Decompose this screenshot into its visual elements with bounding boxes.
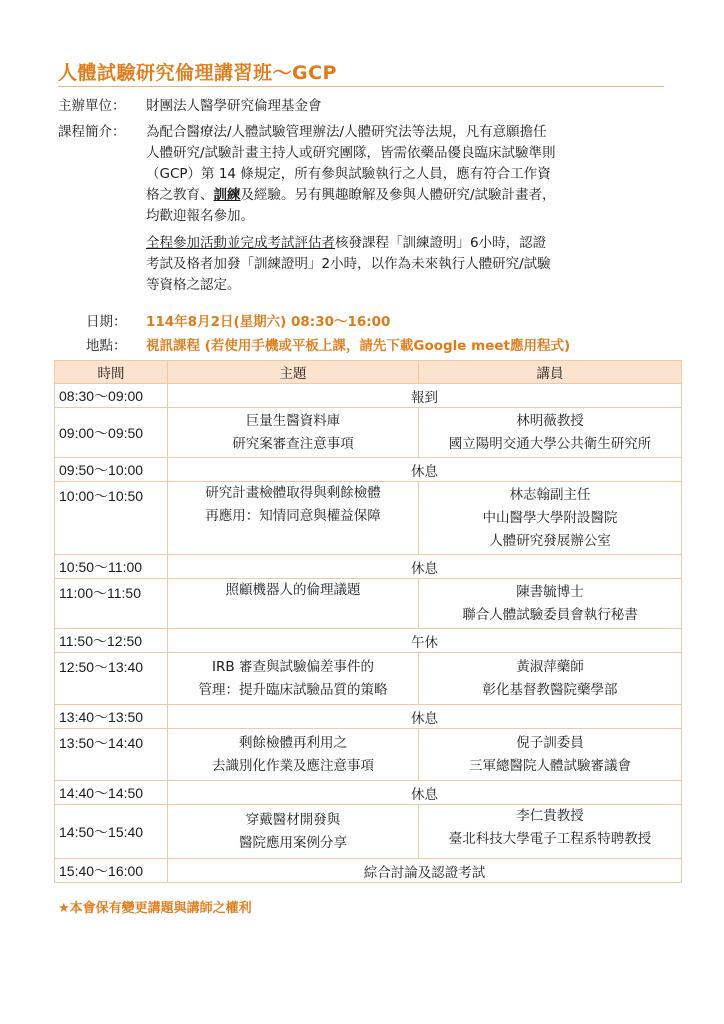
row-topic: 巨量生醫資料庫 研究案審查注意事項 <box>168 408 419 458</box>
schedule-table <box>54 360 682 883</box>
row-speaker: 林志翰副主任 中山醫學大學附設醫院 人體研究發展辦公室 <box>419 482 682 555</box>
table-row <box>55 629 682 653</box>
organizer-label: 主辦單位： <box>58 98 126 114</box>
table-row <box>55 482 682 555</box>
row-time: 15:40～16:00 <box>55 859 168 883</box>
table-row <box>55 729 682 781</box>
table-header-row <box>55 361 682 384</box>
row-topic: 穿戴醫材開發與 醫院應用案例分享 <box>168 805 419 859</box>
row-time: 13:50～14:40 <box>55 729 168 781</box>
table-row <box>55 653 682 705</box>
row-topic: 研究計畫檢體取得與剩餘檢體 再應用：知情同意與權益保障 <box>168 482 419 555</box>
training-emphasis: 訓練 <box>213 187 241 203</box>
row-time: 09:00～09:50 <box>55 408 168 458</box>
date-label: 日期： <box>86 314 127 330</box>
row-topic: 照顧機器人的倫理議題 <box>168 579 419 629</box>
row-time: 12:50～13:40 <box>55 653 168 705</box>
row-time: 11:50～12:50 <box>55 629 168 653</box>
date-value: 114年8月2日(星期六) 08:30～16:00 <box>146 314 391 330</box>
row-speaker: 黃淑萍藥師 彰化基督教醫院藥學部 <box>419 653 682 705</box>
location-label: 地點： <box>86 338 127 354</box>
row-time: 13:40～13:50 <box>55 705 168 729</box>
row-topic: IRB 審查與試驗偏差事件的 管理：提升臨床試驗品質的策略 <box>168 653 419 705</box>
header-topic: 主題 <box>168 361 419 384</box>
table-row <box>55 805 682 859</box>
row-time: 09:50～10:00 <box>55 458 168 482</box>
header-speaker: 講員 <box>419 361 682 384</box>
table-row <box>55 859 682 883</box>
intro-line: 均歡迎報名參加。 <box>146 208 254 224</box>
row-speaker: 李仁貴教授 臺北科技大學電子工程系特聘教授 <box>419 805 682 859</box>
row-activity: 休息 <box>168 781 682 805</box>
organizer-value: 財團法人醫學研究倫理基金會 <box>146 98 322 114</box>
intro-line: 格之教育、訓練及經驗。另有興趣瞭解及參與人體研究/試驗計畫者， <box>146 187 556 203</box>
table-row <box>55 781 682 805</box>
intro-text <box>146 122 666 296</box>
row-time: 08:30～09:00 <box>55 384 168 408</box>
intro-line: 等資格之認定。 <box>146 277 241 293</box>
location-row <box>86 334 571 354</box>
row-time: 14:40～14:50 <box>55 781 168 805</box>
row-time: 14:50～15:40 <box>55 805 168 859</box>
intro-line: 人體研究/試驗計畫主持人或研究團隊，皆需依藥品優良臨床試驗準則 <box>146 145 556 161</box>
row-activity: 午休 <box>168 629 682 653</box>
title-divider <box>58 86 664 87</box>
intro-line: 全程參加活動並完成考試評估者核發課程「訓練證明」6小時，認證 <box>146 235 547 251</box>
table-row <box>55 579 682 629</box>
header-time: 時間 <box>55 361 168 384</box>
table-row <box>55 705 682 729</box>
table-row <box>55 408 682 458</box>
table-row <box>55 384 682 408</box>
row-activity: 綜合討論及認證考試 <box>168 859 682 883</box>
row-activity: 報到 <box>168 384 682 408</box>
row-speaker: 陳書毓博士 聯合人體試驗委員會執行秘書 <box>419 579 682 629</box>
row-time: 11:00～11:50 <box>55 579 168 629</box>
intro-line: 為配合醫療法/人體試驗管理辦法/人體研究法等法規，凡有意願擔任 <box>146 124 547 140</box>
intro-label: 課程簡介： <box>58 124 126 140</box>
row-activity: 休息 <box>168 705 682 729</box>
row-time: 10:00～10:50 <box>55 482 168 555</box>
intro-line: 考試及格者加發「訓練證明」2小時，以作為未來執行人體研究/試驗 <box>146 256 551 272</box>
intro-line: （GCP）第 14 條規定，所有參與試驗執行之人員，應有符合工作資 <box>146 166 551 182</box>
row-activity: 休息 <box>168 458 682 482</box>
location-value: 視訊課程 (若使用手機或平板上課，請先下載Google meet應用程式) <box>146 338 571 354</box>
rights-notice: ★本會保有變更講題與講師之權利 <box>58 901 252 916</box>
row-speaker: 林明薇教授 國立陽明交通大學公共衛生研究所 <box>419 408 682 458</box>
row-time: 10:50～11:00 <box>55 555 168 579</box>
row-activity: 休息 <box>168 555 682 579</box>
table-row <box>55 555 682 579</box>
row-speaker: 倪子訓委員 三軍總醫院人體試驗審議會 <box>419 729 682 781</box>
page-title: 人體試驗研究倫理講習班～GCP <box>58 62 337 84</box>
completion-condition: 全程參加活動並完成考試評估者 <box>146 235 335 251</box>
table-row <box>55 458 682 482</box>
date-row <box>86 310 391 330</box>
row-topic: 剩餘檢體再利用之 去識別化作業及應注意事項 <box>168 729 419 781</box>
